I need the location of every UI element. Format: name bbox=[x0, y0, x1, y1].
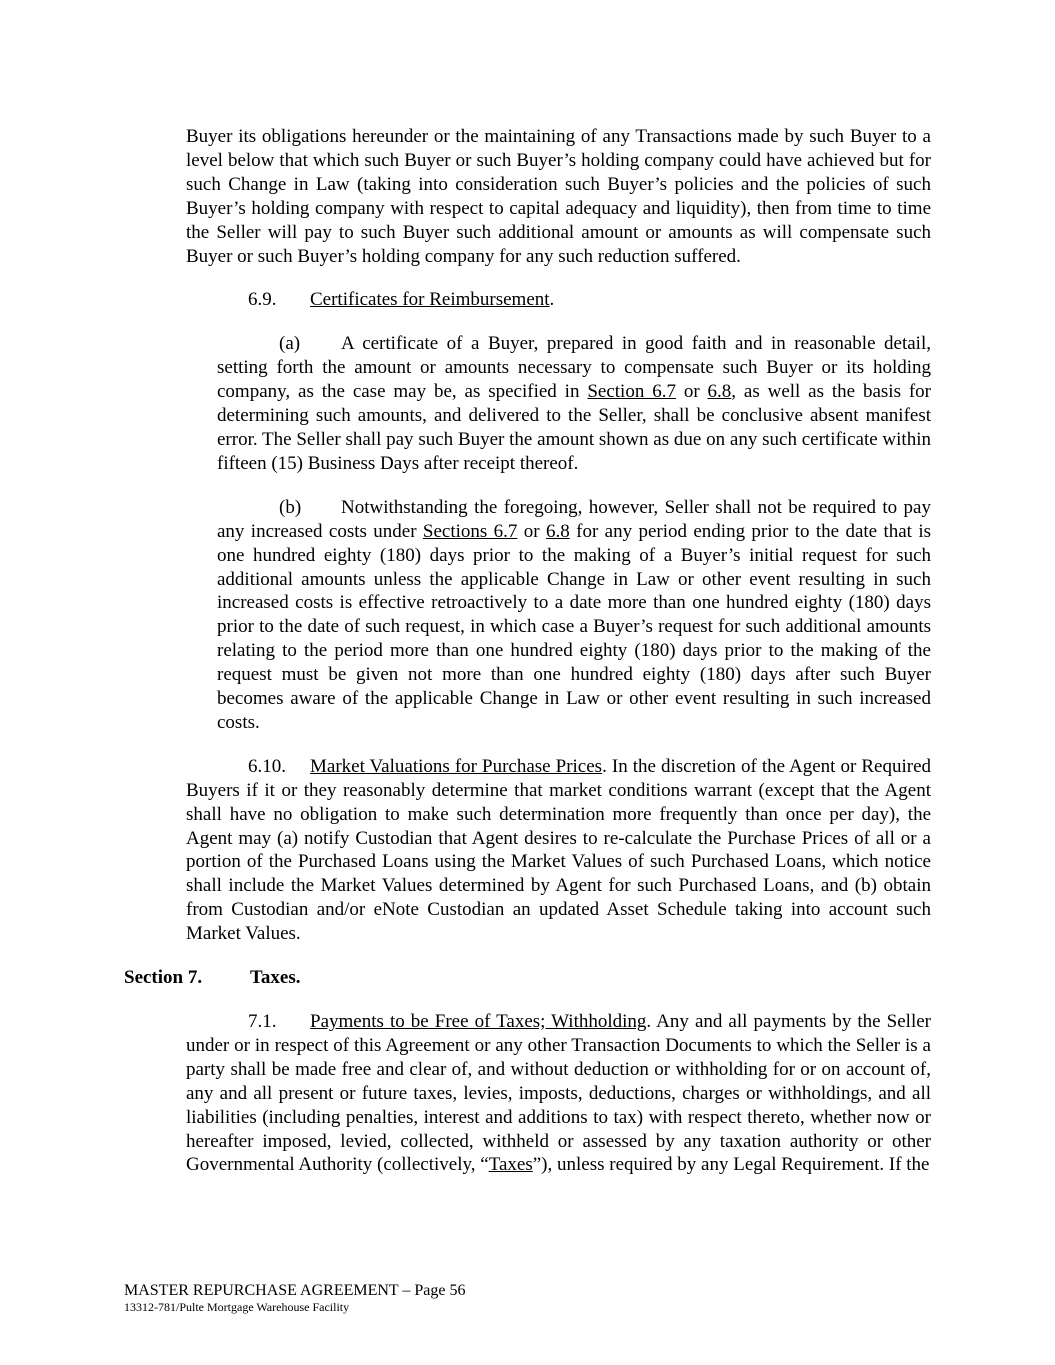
footer bbox=[124, 1261, 1055, 1315]
text-run: , as well as the basis for determining such amounts, and delivered to the Seller, shall be conclusive absent manifest error. The Seller shall pay such Buyer the amount shown as due on any such certificate within fifteen (15) Business Days after receipt thereof. bbox=[217, 381, 931, 474]
section-reference: Sections 6.7 bbox=[422, 520, 518, 542]
text-run: for any period ending prior to the date that is one hundred eighty (180) days prior to the making of a Buyer’s initial request for such additional amounts unless the applicable Change in Law or other event resulting in such increased costs is effective retroactively to a date more than one hundred eighty (180) days prior to the date of such request, in which case a Buyer’s request for such additional amounts relating to the period more than one hundred eighty (180) days prior to the making of the request must be given not more than one hundred eighty (180) days after such Buyer becomes aware of the applicable Change in Law or other event resulting in such increased costs. bbox=[217, 520, 932, 733]
section-reference: Certificates for Reimbursement bbox=[310, 289, 550, 311]
text-run: A certificate of a Buyer, prepared in good faith and in reasonable detail, setting forth the amount or amounts necessary to compensate such Buyer or its holding company, as the case may be, as specified in bbox=[217, 333, 931, 403]
text-run: . bbox=[549, 289, 555, 311]
paragraph-7-1 bbox=[186, 1010, 931, 1177]
footer-title: MASTER REPURCHASE AGREEMENT – Page 56 bbox=[124, 1282, 466, 1299]
paragraph-number: 6.9. bbox=[248, 289, 277, 311]
text-run: or bbox=[675, 381, 708, 403]
paragraph-6-9-a bbox=[217, 332, 931, 475]
section-reference: Market Valuations for Purchase Prices bbox=[310, 755, 603, 777]
paragraph-6-9-b bbox=[217, 496, 931, 735]
paragraph-6-9-heading bbox=[186, 288, 931, 312]
text-run: . Any and all payments by the Seller under or in respect of this Agreement or any other Transaction Documents to which the Seller is a party shall be made free and clear of, and without deduction or withholding for or on account of, any and all present or future taxes, levies, imposts, deductions, charges or withholdings, and all liabilities (including penalties, interest and additions to tax) with respect thereto, whether now or hereafter imposed, levied, collected, withheld or assessed by any taxation authority or other Governmental Authority (collectively, “ bbox=[186, 1011, 931, 1176]
section-reference: Taxes bbox=[488, 1154, 533, 1176]
text-run: . In the discretion of the Agent or Required Buyers if it or they reasonably determine that market conditions warrant (except that the Agent shall have no obligation to make such determination more frequently than once per day), the Agent may (a) notify Custodian that Agent desires to re-calculate the Purchase Prices of all or a portion of the Purchased Loans using the Market Values of such Purchased Loans, which notice shall include the Market Values determined by Agent for such Purchased Loans, and (b) obtain from Custodian and/or eNote Custodian an updated Asset Schedule taking into account such Market Values. bbox=[186, 755, 931, 945]
section-heading bbox=[124, 966, 1055, 990]
section-reference: 6.8 bbox=[707, 381, 732, 403]
paragraph-number: (b) bbox=[279, 496, 302, 518]
text-run: ”), unless required by any Legal Requirement. If the bbox=[532, 1154, 930, 1176]
text-run: or bbox=[517, 520, 546, 542]
paragraph-number: 6.10. bbox=[248, 755, 286, 777]
section-reference: 6.8 bbox=[546, 520, 570, 542]
text-run: Notwithstanding the foregoing, however, Seller shall not be required to pay any increased costs under bbox=[217, 496, 931, 542]
paragraph-continuation bbox=[186, 125, 931, 268]
section-number: Section 7. bbox=[124, 967, 203, 989]
section-reference: Payments to be Free of Taxes; Withholding bbox=[310, 1011, 647, 1032]
footer-doc-id: 13312-781/Pulte Mortgage Warehouse Facility bbox=[124, 1300, 350, 1314]
text-run: Buyer its obligations hereunder or the maintaining of any Transactions made by such Buyer to a level below that which such Buyer or such Buyer’s holding company could have achieved but for such Change in Law (taking into consideration such Buyer’s policies and the policies of such Buyer’s holding company with respect to capital adequacy and liquidity), then from time to time the Seller will pay to such Buyer such additional amount or amounts as will compensate such Buyer or such Buyer’s holding company for any such reduction suffered. bbox=[186, 126, 931, 267]
paragraph-number: 7.1. bbox=[248, 1011, 277, 1032]
paragraph-number: (a) bbox=[279, 333, 301, 355]
paragraph-6-10 bbox=[186, 755, 931, 946]
section-reference: Section 6.7 bbox=[587, 381, 676, 403]
section-title: Taxes. bbox=[250, 967, 301, 989]
